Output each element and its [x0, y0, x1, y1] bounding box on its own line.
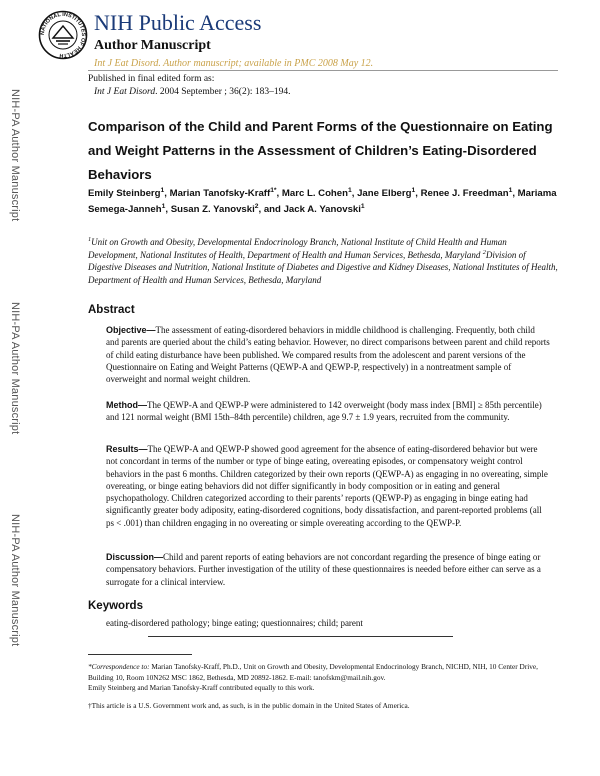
affiliation: Division of Digestive Diseases and Nutrition, National Institute of Diabetes and Digestive and Kidney Diseases, National Institutes of Health, Department of Health and Human Services, Bethesda, Maryland: [88, 249, 558, 285]
availability-note: Int J Eat Disord. Author manuscript; available in PMC 2008 May 12.: [94, 58, 374, 69]
nih-logo: [38, 10, 88, 60]
abstract-discussion: Discussion—Child and parent reports of eating behaviors are not concordant regarding the presence of binge eating or compensatory behaviors. Further investigation of the utility of these questionnaires is needed before either can serve as a surrogate for a clinical interview.: [106, 552, 541, 587]
citation: [94, 87, 291, 97]
author: Renee J. Freedman: [420, 188, 509, 199]
affiliation: Unit on Growth and Obesity, Developmental Endocrinology Branch, National Institute of Child Health and Human Development, National Institutes of Health, Department of Health and Human Services, Bethesda, Maryland: [88, 237, 507, 260]
author: Marian Tanofsky-Kraff: [169, 188, 271, 199]
abstract-objective: Objective—The assessment of eating-disordered behaviors in middle childhood is challenging. Frequently, both child and parents are queried about the child’s eating behavior. However, no direct comparisons between parent and child reports of child eating disturbance have been published. We compared results from the adolescent and parent versions of the Questionnaire on Eating and Weight Patterns (QEWP-A and QEWP-P, respectively) in a nontreatment sample of overweight and normal weight children.: [106, 325, 550, 385]
keywords-list: eating-disordered pathology; binge eating; questionnaires; child; parent: [106, 618, 363, 628]
author: Jack A. Yanovski: [283, 204, 361, 215]
author: Susan Z. Yanovski: [170, 204, 255, 215]
author: Mariama Semega-Janneh: [88, 188, 557, 215]
public-domain-note: †This article is a U.S. Government work and, as such, is in the public domain in the United States of America.: [88, 700, 410, 710]
author-manuscript-label: Author Manuscript: [94, 38, 211, 53]
author: Emily Steinberg: [88, 188, 161, 199]
abstract-heading: Abstract: [88, 304, 135, 316]
footnote-rule: [88, 654, 192, 655]
journal-name: Int J Eat Disord: [94, 87, 156, 97]
nih-public-access-title: NIH Public Access: [94, 10, 262, 35]
abstract-method: Method—The QEWP-A and QEWP-P were administered to 142 overweight (body mass index [BMI] ≥ 85th percentile) and 121 normal weight (BMI 15th–84th percentile) children, age 9.7 ± 1.9 years, recruited from the community.: [106, 400, 542, 423]
keywords-heading: Keywords: [88, 600, 143, 612]
article-title: Comparison of the Child and Parent Forms of the Questionnaire on Eating and Weight Patterns in the Assessment of Children’s Eating-Disordered Behaviors: [88, 119, 553, 182]
equal-contribution-note: Emily Steinberg and Marian Tanofsky-Kraff contributed equally to this work.: [88, 683, 315, 692]
side-label-top: NIH-PA Author Manuscript: [9, 88, 21, 222]
author: Jane Elberg: [357, 188, 412, 199]
author: Marc L. Cohen: [281, 188, 348, 199]
author-list: Emily Steinberg$^1$, Marian Tanofsky-Kraff$^{1*}$, Marc L. Cohen$^1$, Jane Elberg$^1$, Renee J. Freedman$^1$, Mariama Semega-Janneh$^1$, Susan Z. Yanovski$^2$, and Jack A. Yanovski$^1$: [88, 186, 557, 215]
side-label-bottom: NIH-PA Author Manuscript: [9, 513, 21, 647]
header-divider: [88, 70, 558, 71]
citation-details: . 2004 September ; 36(2): 183–194.: [155, 87, 291, 97]
correspondence-note: *Correspondence to: Marian Tanofsky-Kraff, Ph.D., Unit on Growth and Obesity, Developmental Endocrinology Branch, NICHD, NIH, 10 Center Drive, Building 10, Room 10N262 MSC 1862, Bethesda, MD 20892-1862. E-mail: tanofskm@mail.nih.gov.: [88, 662, 538, 682]
abstract-results: Results—The QEWP-A and QEWP-P showed good agreement for the absence of eating-disordered behavior but were not concordant in terms of the number or type of binge eating, overeating episodes, or compensatory weight control behaviors in the past 6 months. Children categorized by their own reports (QEWP-A) as engaging in no overeating, simple overeating, or binge eating behaviors did not differ significantly in body composition or in eating and general psychopathology. Children categorized according to their parents’ reports (QEWP-P) as engaging in binge eating had significantly greater body adiposity, eating-disordered cognitions, body dissatisfaction, and parent-reported problems (all ps < .001) than children engaging in no overeating or simple overeating according to the QEWP-P.: [106, 444, 548, 528]
footnotes: [88, 662, 558, 711]
affiliations: $^1$Unit on Growth and Obesity, Developmental Endocrinology Branch, National Institute of Child Health and Human Development, National Institutes of Health, Department of Health and Human Services, Bethesda, Maryland $^2$Division of Digestive Diseases and Nutrition, National Institute of Diabetes and Digestive and Kidney Diseases, National Institutes of Health, Department of Health and Human Services, Bethesda, Maryland: [88, 236, 558, 285]
published-final-note: Published in final edited form as:: [88, 74, 215, 84]
side-label-middle: NIH-PA Author Manuscript: [9, 301, 21, 435]
logo-ring-text: NATIONAL INSTITUTES OF HEALTH: [39, 11, 87, 59]
section-divider: [148, 636, 453, 637]
